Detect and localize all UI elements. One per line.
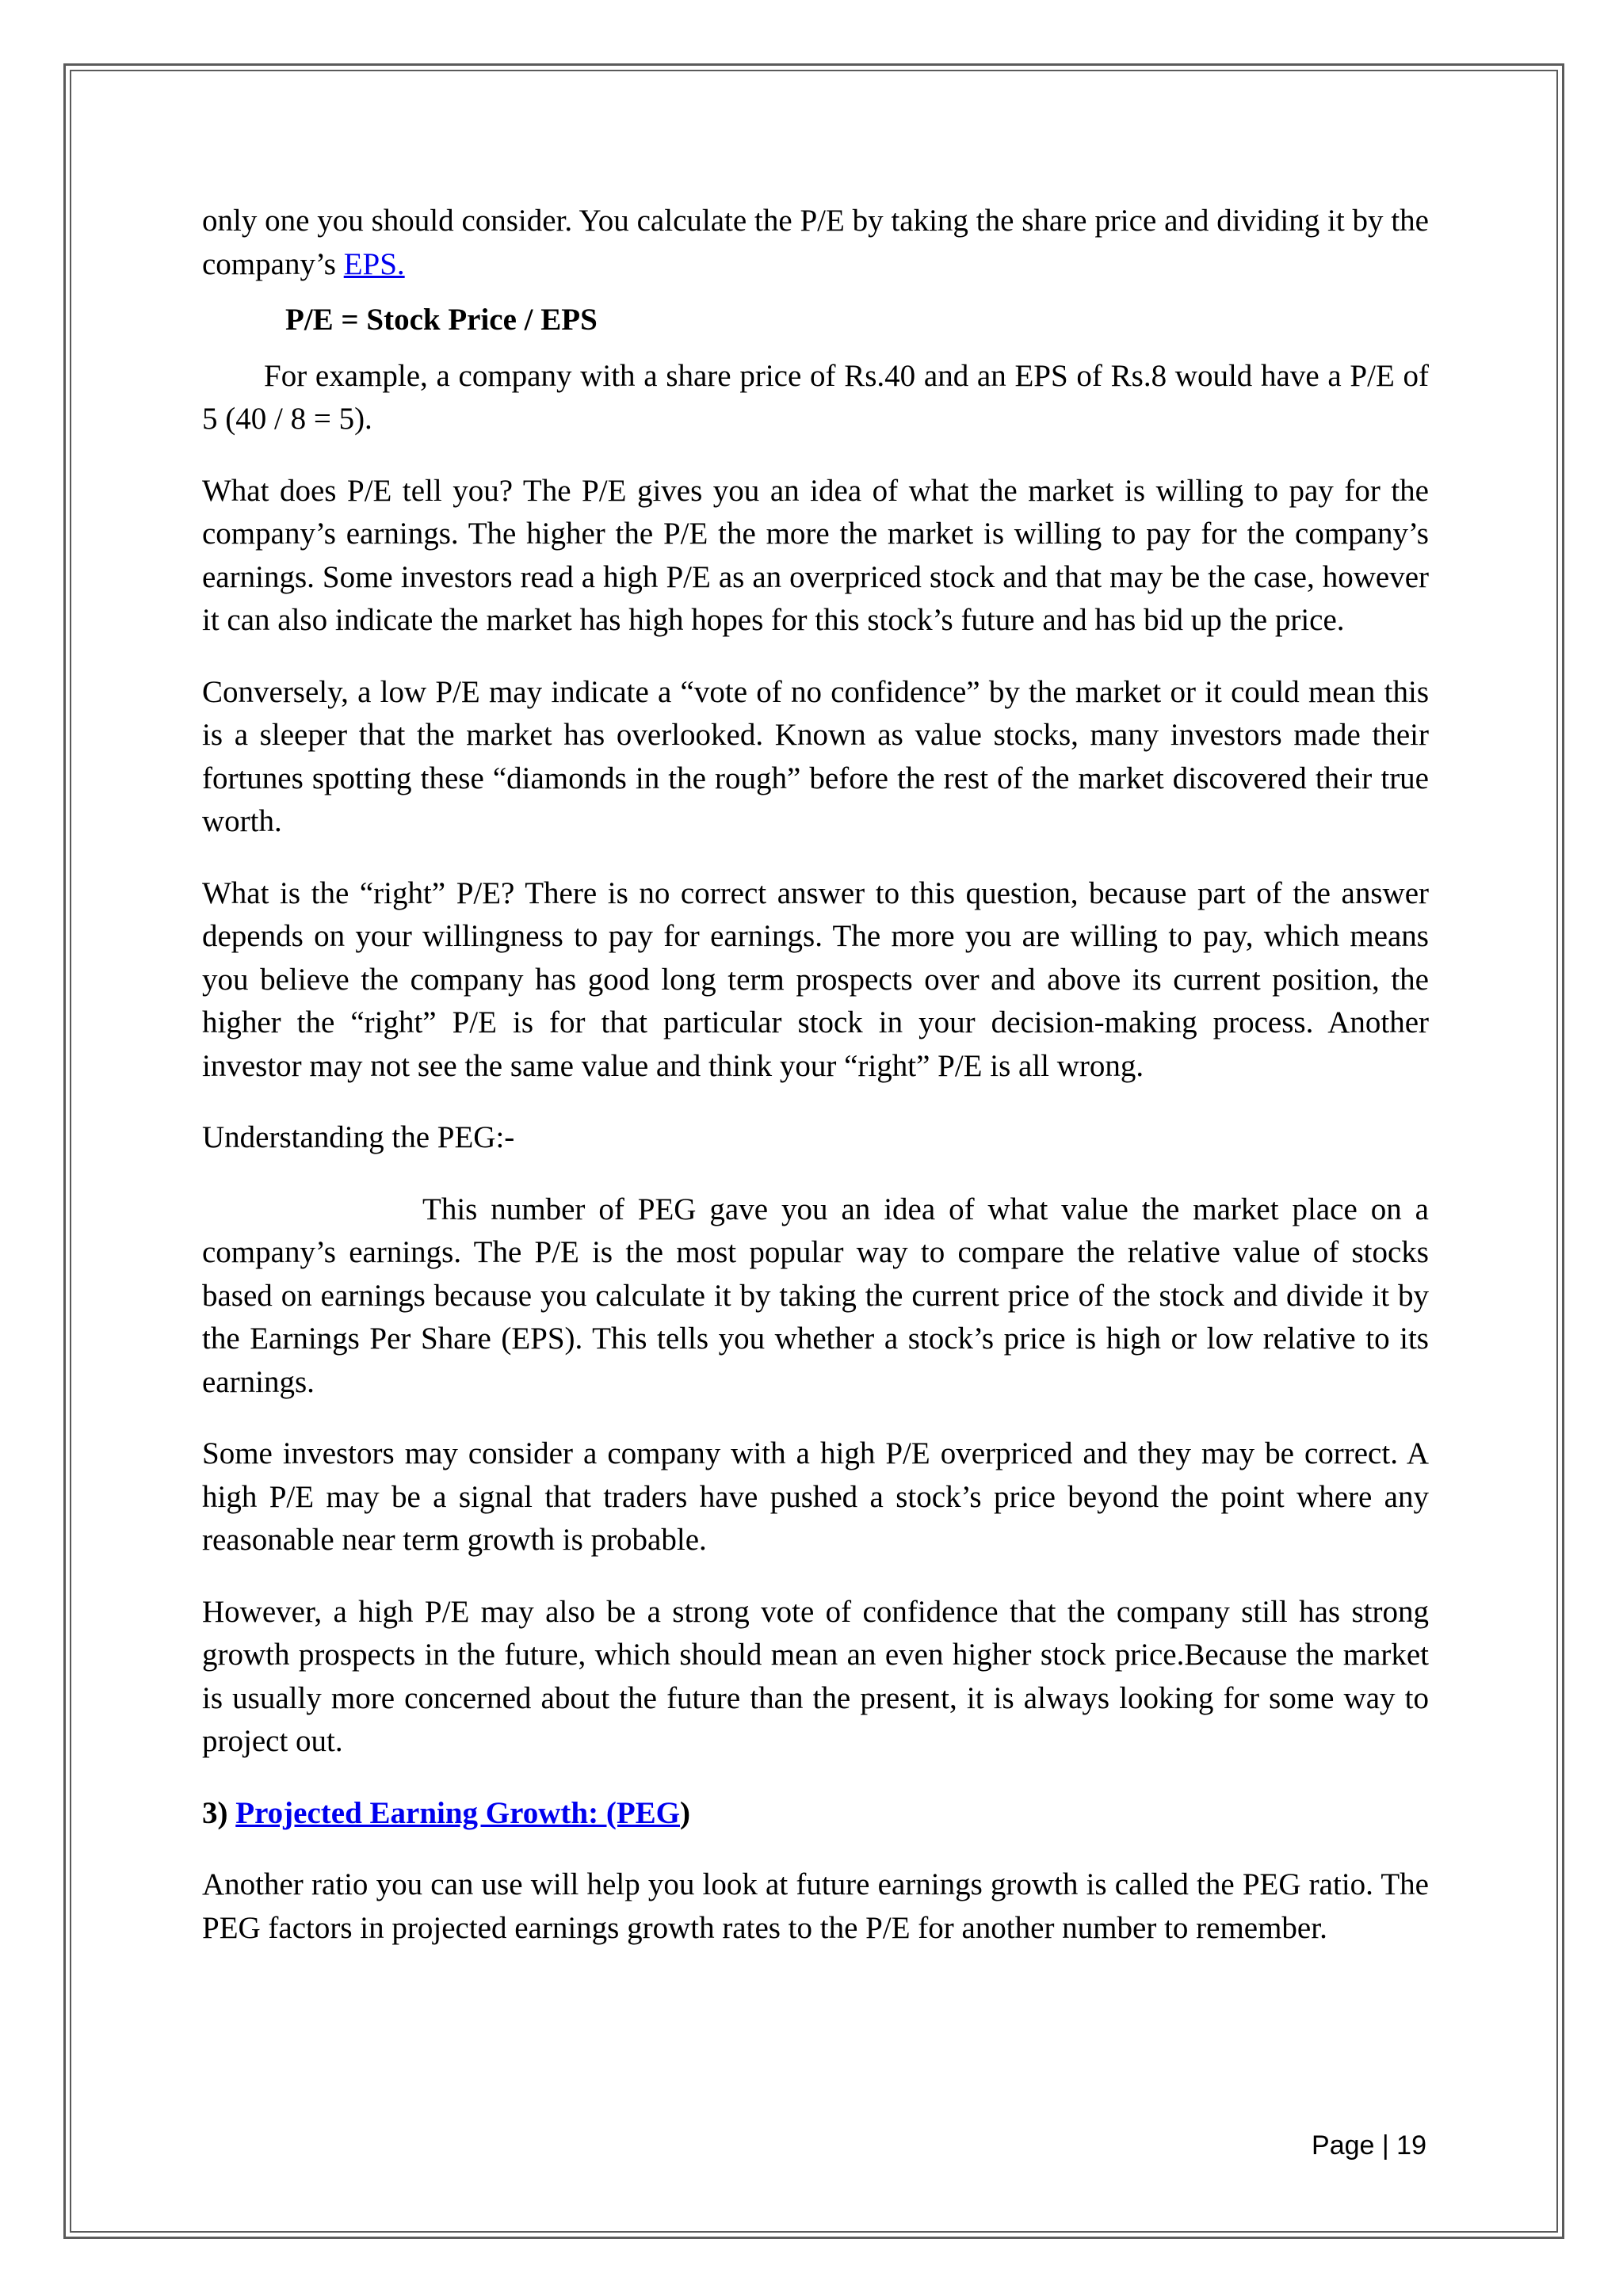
paragraph-however-text: However, a high P/E may also be a strong vote of confidence that the company still has strong growth prospects in the future, which should mean an even higher stock price.Because the market is usually more concerned about the future than the present, it is always looking for some way to project out. xyxy=(202,1594,1429,1758)
heading-understanding-peg xyxy=(202,1116,1429,1160)
paragraph-peg-value-text: This number of PEG gave you an idea of what value the market place on a company’s earnings. The P/E is the most popular way to compare the relative value of stocks based on earnings because you calculate it by taking the current price of the stock and divide it by the Earnings Per Share (EPS). This tells you whether a stock’s price is high or low relative to its earnings. xyxy=(202,1192,1429,1399)
paragraph-conversely-text: Conversely, a low P/E may indicate a “vote of no confidence” by the market or it could mean this is a sleeper that the market has overlooked. Known as value stocks, many investors made their fortunes spotting these “diamonds in the rough” before the rest of the market discovered their true worth. xyxy=(202,674,1429,838)
paragraph-some-investors xyxy=(202,1432,1429,1562)
formula-pe-text: P/E = Stock Price / EPS xyxy=(285,303,598,337)
paragraph-right-pe xyxy=(202,872,1429,1089)
section-3-number: 3) xyxy=(202,1795,236,1830)
paragraph-conversely xyxy=(202,671,1429,844)
page-number: Page | 19 xyxy=(1312,2130,1426,2161)
paragraph-pe-intro xyxy=(202,200,1429,286)
paragraph-some-investors-text: Some investors may consider a company with a high P/E overpriced and they may be correct. A high P/E may be a signal that traders have pushed a stock’s price beyond the point where any reasonable near term growth is probable. xyxy=(202,1436,1429,1557)
eps-link[interactable]: EPS. xyxy=(343,246,405,281)
paragraph-right-pe-text: What is the “right” P/E? There is no correct answer to this question, because part of the answer depends on your willingness to pay for earnings. The more you are willing to pay, which means you believe the company has good long term prospects over and above its current position, the higher the “right” P/E is for that particular stock in your decision-making process. Another investor may not see the same value and think your “right” P/E is all wrong. xyxy=(202,875,1429,1083)
paragraph-example xyxy=(202,355,1429,441)
paragraph-another-ratio xyxy=(202,1863,1429,1950)
section-3-close: ) xyxy=(680,1795,690,1830)
formula-pe xyxy=(202,299,1429,342)
paragraph-what-does-pe xyxy=(202,470,1429,643)
paragraph-pe-intro-text: only one you should consider. You calculate the P/E by taking the share price and dividing it by the company’s xyxy=(202,204,1429,281)
paragraph-however xyxy=(202,1591,1429,1764)
heading-understanding-peg-text: Understanding the PEG:- xyxy=(202,1120,515,1154)
document-body xyxy=(202,200,1429,1950)
section-3-heading xyxy=(202,1792,1429,1836)
peg-section-link[interactable]: Projected Earning Growth: (PEG xyxy=(235,1795,680,1830)
paragraph-peg-value xyxy=(202,1188,1429,1405)
paragraph-example-text: For example, a company with a share price of Rs.40 and an EPS of Rs.8 would have a P/E of 5 (40 / 8 = 5). xyxy=(202,358,1429,436)
paragraph-what-does-pe-text: What does P/E tell you? The P/E gives you an idea of what the market is willing to pay for the company’s earnings. The higher the P/E the more the market is willing to pay for the company’s earnings. Some investors read a high P/E as an overpriced stock and that may be the case, however it can also indicate the market has high hopes for this stock’s future and has bid up the price. xyxy=(202,473,1429,637)
paragraph-another-ratio-text: Another ratio you can use will help you look at future earnings growth is called the PEG ratio. The PEG factors in projected earnings growth rates to the P/E for another number to remember. xyxy=(202,1867,1429,1945)
